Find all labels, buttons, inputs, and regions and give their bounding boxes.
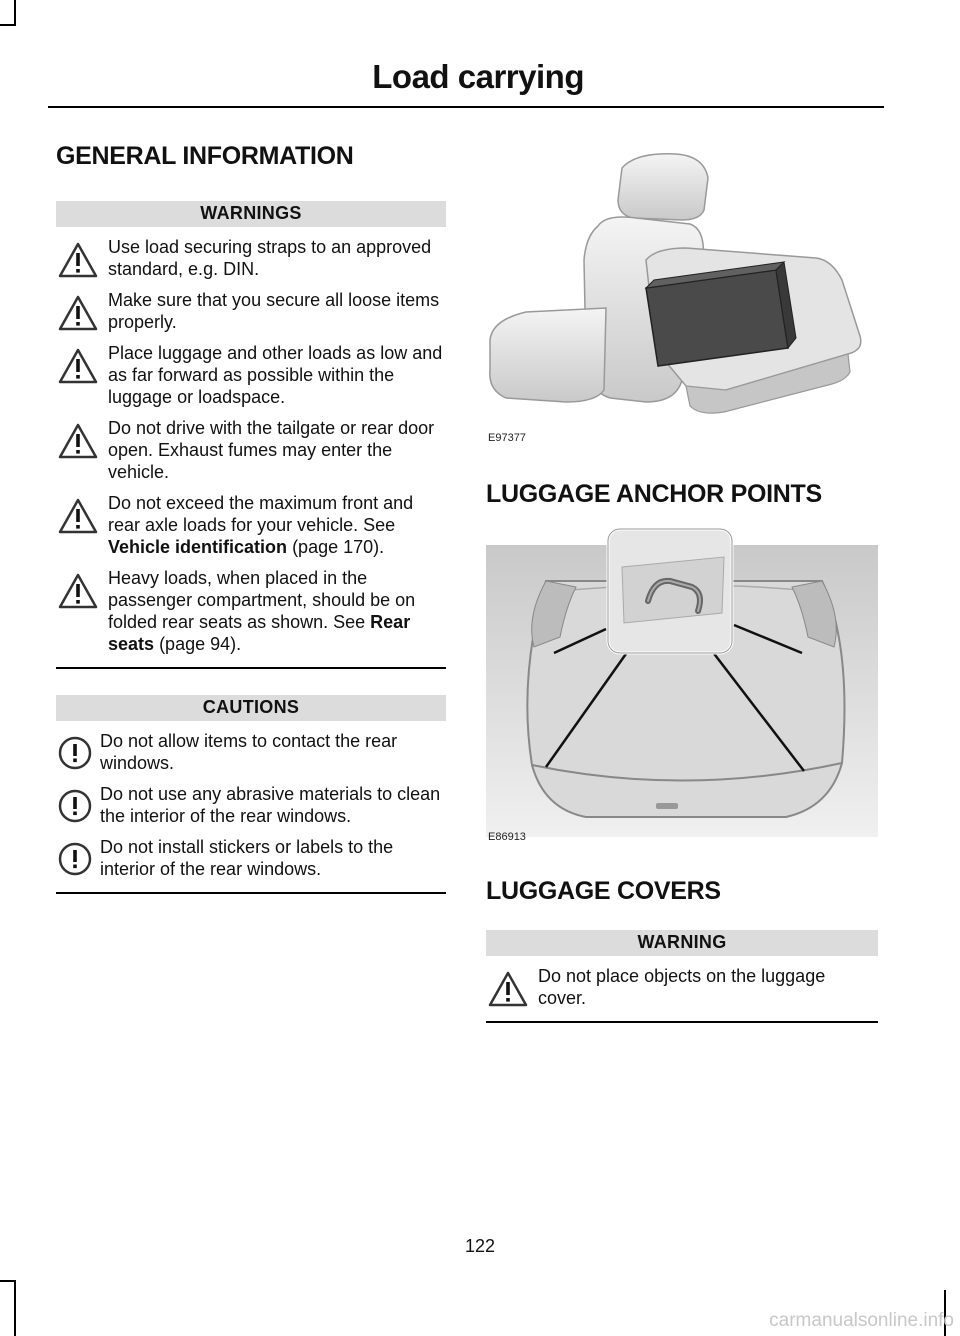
warning-item: Do not drive with the tailgate or rear door open. Exhaust fumes may enter the vehicle. (56, 417, 446, 483)
cross-reference-link[interactable]: Vehicle identification (108, 537, 288, 557)
figure-code: E97377 (488, 432, 526, 444)
warning-triangle-icon (58, 295, 98, 331)
section-heading-luggage-covers: LUGGAGE COVERS (486, 877, 721, 905)
figure-code: E86913 (488, 831, 526, 843)
warning-box-title: WARNING (486, 930, 878, 956)
warning-triangle-icon (58, 348, 98, 384)
warning-triangle-icon (58, 423, 98, 459)
crop-mark (14, 0, 16, 26)
crop-mark (0, 1280, 16, 1282)
seat-luggage-figure (486, 140, 878, 452)
folded-seat-illustration (486, 140, 878, 430)
right-column (486, 140, 878, 1023)
luggage-compartment-illustration (486, 527, 878, 841)
crop-mark (14, 1280, 16, 1336)
left-column (56, 142, 446, 894)
warning-triangle-icon (58, 498, 98, 534)
cross-reference-link[interactable]: Rear seats (108, 612, 411, 654)
warning-item: Heavy loads, when placed in the passenger compartment, should be on folded rear seats as shown. See Rear seats (page 94). (56, 567, 446, 655)
warning-triangle-icon (58, 242, 98, 278)
warning-item: Do not exceed the maximum front and rear axle loads for your vehicle. See Vehicle identification (page 170). (56, 492, 446, 558)
page-number: 122 (464, 1236, 496, 1256)
header-divider (48, 106, 884, 108)
warning-triangle-icon (488, 971, 528, 1007)
anchor-points-figure (486, 527, 878, 861)
section-heading-anchor-points: LUGGAGE ANCHOR POINTS (486, 480, 822, 508)
warning-box-end (486, 1021, 878, 1023)
caution-item: Do not allow items to contact the rear windows. (56, 730, 446, 774)
caution-item: Do not install stickers or labels to the interior of the rear windows. (56, 836, 446, 880)
caution-circle-icon (58, 842, 92, 876)
watermark: carmanualsonline.info (769, 1310, 954, 1331)
page-title: Load carrying (372, 58, 584, 95)
caution-item: Do not use any abrasive materials to clean the interior of the rear windows. (56, 783, 446, 827)
cautions-box-end (56, 892, 446, 894)
warning-item: Place luggage and other loads as low and as far forward as possible within the luggage or loadspace. (56, 342, 446, 408)
crop-mark (0, 24, 16, 26)
warnings-box-title: WARNINGS (56, 201, 446, 227)
caution-circle-icon (58, 736, 92, 770)
warning-item: Make sure that you secure all loose items properly. (56, 289, 446, 333)
warning-triangle-icon (58, 573, 98, 609)
section-heading-general: GENERAL INFORMATION (56, 142, 354, 170)
warning-item: Do not place objects on the luggage cover. (486, 965, 878, 1009)
cautions-box-title: CAUTIONS (56, 695, 446, 721)
warning-item: Use load securing straps to an approved standard, e.g. DIN. (56, 236, 446, 280)
caution-circle-icon (58, 789, 92, 823)
